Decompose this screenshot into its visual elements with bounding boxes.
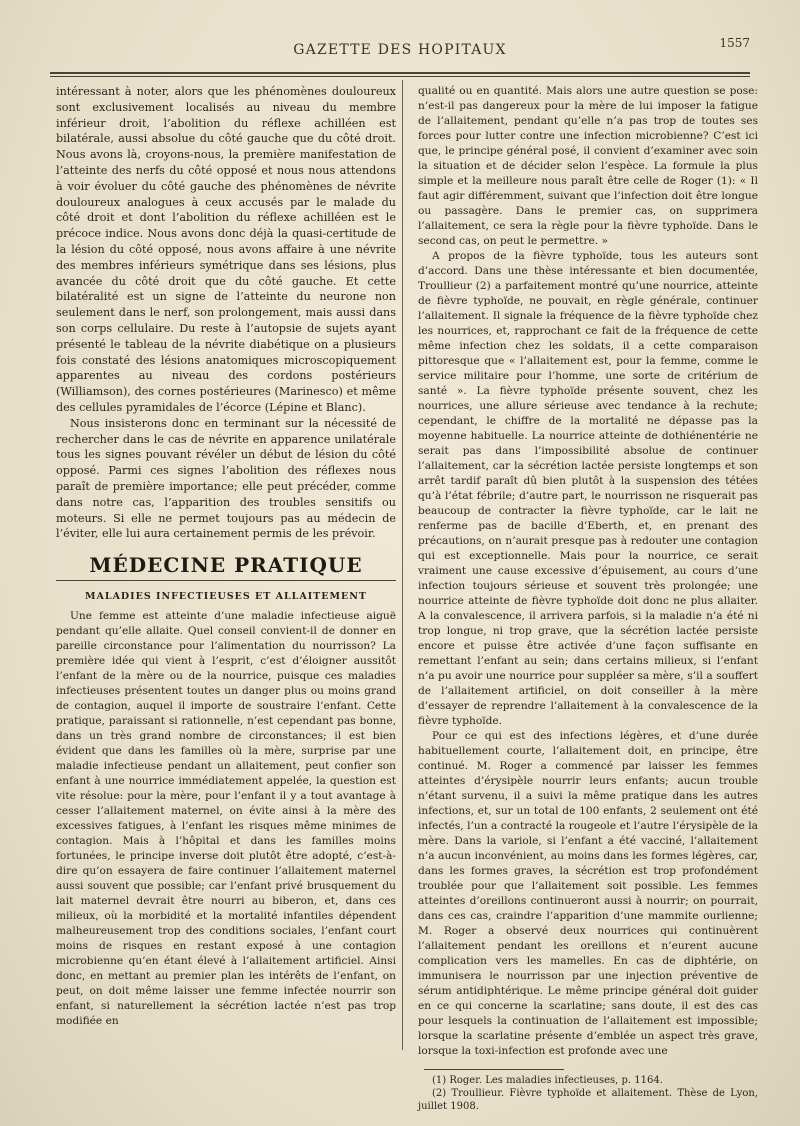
paragraph: Pour ce qui est des infections légères, et d’une durée habituellement courte, l’allaitement doit, en principe, être continué. M. Roger a commencé par laisser les femmes atteintes d’érysipèle nourrir leurs enfants; aucun trouble n’étant survenu, il a suivi la même pratique dans les autres infections, et, sur un total de 100 enfants, 2 seulement ont été infectés, l’un a contracté la rougeole et l’autre l’érysipèle de la mère. Dans la variole, si l’enfant a été vacciné, l’allaitement n’a aucun inconvénient, au moins dans les formes légères, car, dans les formes graves, la sécrétion est trop profondément troublée pour que l’allaitement soit possible. Les femmes atteintes d’oreillons continueront aussi à nourrir; on pourrait, dans ces cas, craindre l’apparition d’une mammite ourlienne; M. Roger a observé deux nourrices qui continuèrent l’allaitement pendant les oreillons et n’eurent aucune complication vers les mamelles. En cas de diphtérie, on immunisera le nourrisson par une injection préventive de sérum antidiphtérique. Le même principe général doit guider en ce qui concerne la scarlatine; sans doute, il est des cas pour lesquels la continuation de l’allaitement est impossible; lorsque la scarlatine présente d’emblée un aspect très grave, lorsque la toxi-infection est profonde avec une — [418, 730, 758, 1057]
section-title: MÉDECINE PRATIQUE — [89, 553, 363, 578]
article-paragraph: Une femme est atteinte d’une maladie infectieuse aiguë pendant qu’elle allaite. Quel conseil convient-il de donner en pareille circonstance pour l’alimentation du nourrisson? La première idée qui vient à l’esprit, c’est d’éloigner aussitôt l’enfant de la mère ou de la nourrice, puisque ces maladies infectieuses présentent toutes un danger plus ou moins grand de contagion, auquel il importe de soustraire l’enfant. Cette pratique, paraissant si rationnelle, n’est cependant pas bonne, dans un très grand nombre de circonstances; il est bien évident que dans les familles où la mère, surprise par une maladie infectieuse pendant un allaitement, peut confier son enfant à une nourrice immédiatement appelée, la question est vite résolue: pour la mère, pour l’enfant il y a tout avantage à cesser l’allaitement maternel, on évite ainsi à la mère des excessives fatigues, à l’enfant les risques même minimes de contagion. Mais à l’hôpital et dans les familles moins fortunées, le principe inverse doit plutôt être adopté, c’est-à-dire qu’on essayera de faire continuer l’allaitement maternel aussi souvent que possible; car l’enfant privé brusquement du lait maternel devrait être nourri au biberon, et, dans ces milieux, où la morbidité et la mortalité infantiles dépendent malheureusement trop des conditions sociales, l’enfant court moins de risques en restant exposé à une contagion microbienne qu’en étant élevé à l’allaitement artificiel. Ainsi donc, en mettant au premier plan les intérêts de l’enfant, on peut, on doit même laisser une femme infectée nourrir son enfant, si naturellement la sécrétion lactée n’est pas trop modifiée en — [56, 609, 396, 1027]
footnote: (1) Roger. Les maladies infectieuses, p. 1164. — [432, 1075, 663, 1086]
footnote-rule — [424, 1069, 564, 1070]
header-rule — [50, 72, 750, 77]
left-column — [56, 84, 396, 1029]
page-number: 1557 — [719, 36, 750, 50]
footnote: (2) Troullieur. Fièvre typhoïde et allaitement. Thèse de Lyon, juillet 1908. — [418, 1088, 758, 1112]
running-title: GAZETTE DES HOPITAUX — [293, 42, 507, 58]
column-divider — [402, 80, 403, 1050]
right-column — [418, 84, 758, 1113]
article-heading: MALADIES INFECTIEUSES ET ALLAITEMENT — [85, 590, 367, 602]
page-header — [50, 36, 750, 66]
paragraph: Nous insisterons donc en terminant sur la nécessité de rechercher dans le cas de névrite en apparence unilatérale tous les signes pouvant révéler un début de lésion du côté opposé. Parmi ces signes l’abolition des réflexes nous paraît de première importance; elle peut précéder, comme dans notre cas, l’apparition des troubles sensitifs ou moteurs. Si elle ne permet toujours pas au médecin de l’éviter, elle lui aura certainement permis de les prévoir. — [56, 416, 396, 541]
paragraph: qualité ou en quantité. Mais alors une autre question se pose: n’est-il pas dangereux pour la mère de lui imposer la fatigue de l’allaitement, pendant qu’elle n’a pas trop de toutes ses forces pour lutter contre une infection microbienne? C’est ici que, le principe général posé, il convient d’examiner avec soin la situation et de décider selon l’espèce. La formule la plus simple et la meilleure nous paraît être celle de Roger (1): « Il faut agir différemment, suivant que l’infection doit être longue ou passagère. Dans le premier cas, on supprimera l’allaitement, ce sera la règle pour la fièvre typhoïde. Dans le second cas, on peut le permettre. » — [418, 85, 758, 247]
paragraph: A propos de la fièvre typhoïde, tous les auteurs sont d’accord. Dans une thèse intéressante et bien documentée, Troullieur (2) a parfaitement montré qu’une nourrice, atteinte de fièvre typhoïde, ne pouvait, en règle générale, continuer l’allaitement. Il signale la fréquence de la fièvre typhoïde chez les nourrices, et, rapprochant ce fait de la fréquence de cette même infection chez les soldats, il a cette comparaison pittoresque que « l’allaitement est, pour la femme, comme le service militaire pour l’homme, une sorte de critérium de santé ». La fièvre typhoïde présente souvent, chez les nourrices, une allure sérieuse avec tendance à la rechute; cependant, le chiffre de la mortalité ne dépasse pas la moyenne habituelle. La nourrice atteinte de dothiénentérie ne serait pas dans l’impossibilité absolue de continuer l’allaitement, car la sécrétion lactée persiste longtemps et son arrêt tardif paraît dû bien plutôt à la suspension des tétées qu’à l’état fébrile; d’autre part, le nourrisson ne risquerait pas beaucoup de contracter la fièvre typhoïde, car le lait ne renferme pas de bacille d’Eberth, et, en prenant des précautions, on n’aurait presque pas à redouter une contagion qui est exceptionnelle. Mais pour la nourrice, ce serait vraiment une cause excessive d’épuisement, au cours d’une infection toujours sérieuse et souvent très prolongée; une nourrice atteinte de fièvre typhoïde doit donc ne plus allaiter. A la convalescence, il arrivera parfois, si la maladie n’a été ni trop longue, ni trop grave, que la sécrétion lactée persiste encore et puisse être activée d’une façon suffisante en remettant l’enfant au sein; dans certains milieux, si l’enfant n’a pu avoir une nourrice pour suppléer sa mère, s’il a souffert de l’allaitement artificiel, on doit conseiller à la mère d’essayer de reprendre l’allaitement à la convalescence de la fièvre typhoïde. — [418, 250, 758, 727]
section-rule — [56, 580, 396, 581]
paragraph: intéressant à noter, alors que les phénomènes douloureux sont exclusivement localisés au niveau du membre inférieur droit, l’abolition du réflexe achilléen est bilatérale, aussi absolue du côté gauche que du côté droit. Nous avons là, croyons-nous, la première manifestation de l’atteinte des nerfs du côté opposé et nous nous attendons à voir évoluer du côté gauche des phénomènes de névrite douloureux analogues à ceux accusés par le malade du côté droit et dont l’abolition du réflexe achilléen est le précoce indice. Nous avons donc déjà la quasi-certitude de la lésion du côté opposé, nous avons affaire à une névrite des membres inférieurs symétrique dans ses lésions, plus avancée du côté droit que du côté gauche. Et cette bilatéralité est un signe de l’atteinte du neurone non seulement dans le nerf, son prolongement, mais aussi dans son corps cellulaire. Du reste à l’autopsie de sujets ayant présenté le tableau de la névrite diabétique on a plusieurs fois constaté des lésions anatomiques microscopiquement apparentes au niveau des cordons postérieurs (Williamson), des cornes postérieures (Marinesco) et même des cellules pyramidales de l’écorce (Lépine et Blanc). — [56, 85, 396, 414]
